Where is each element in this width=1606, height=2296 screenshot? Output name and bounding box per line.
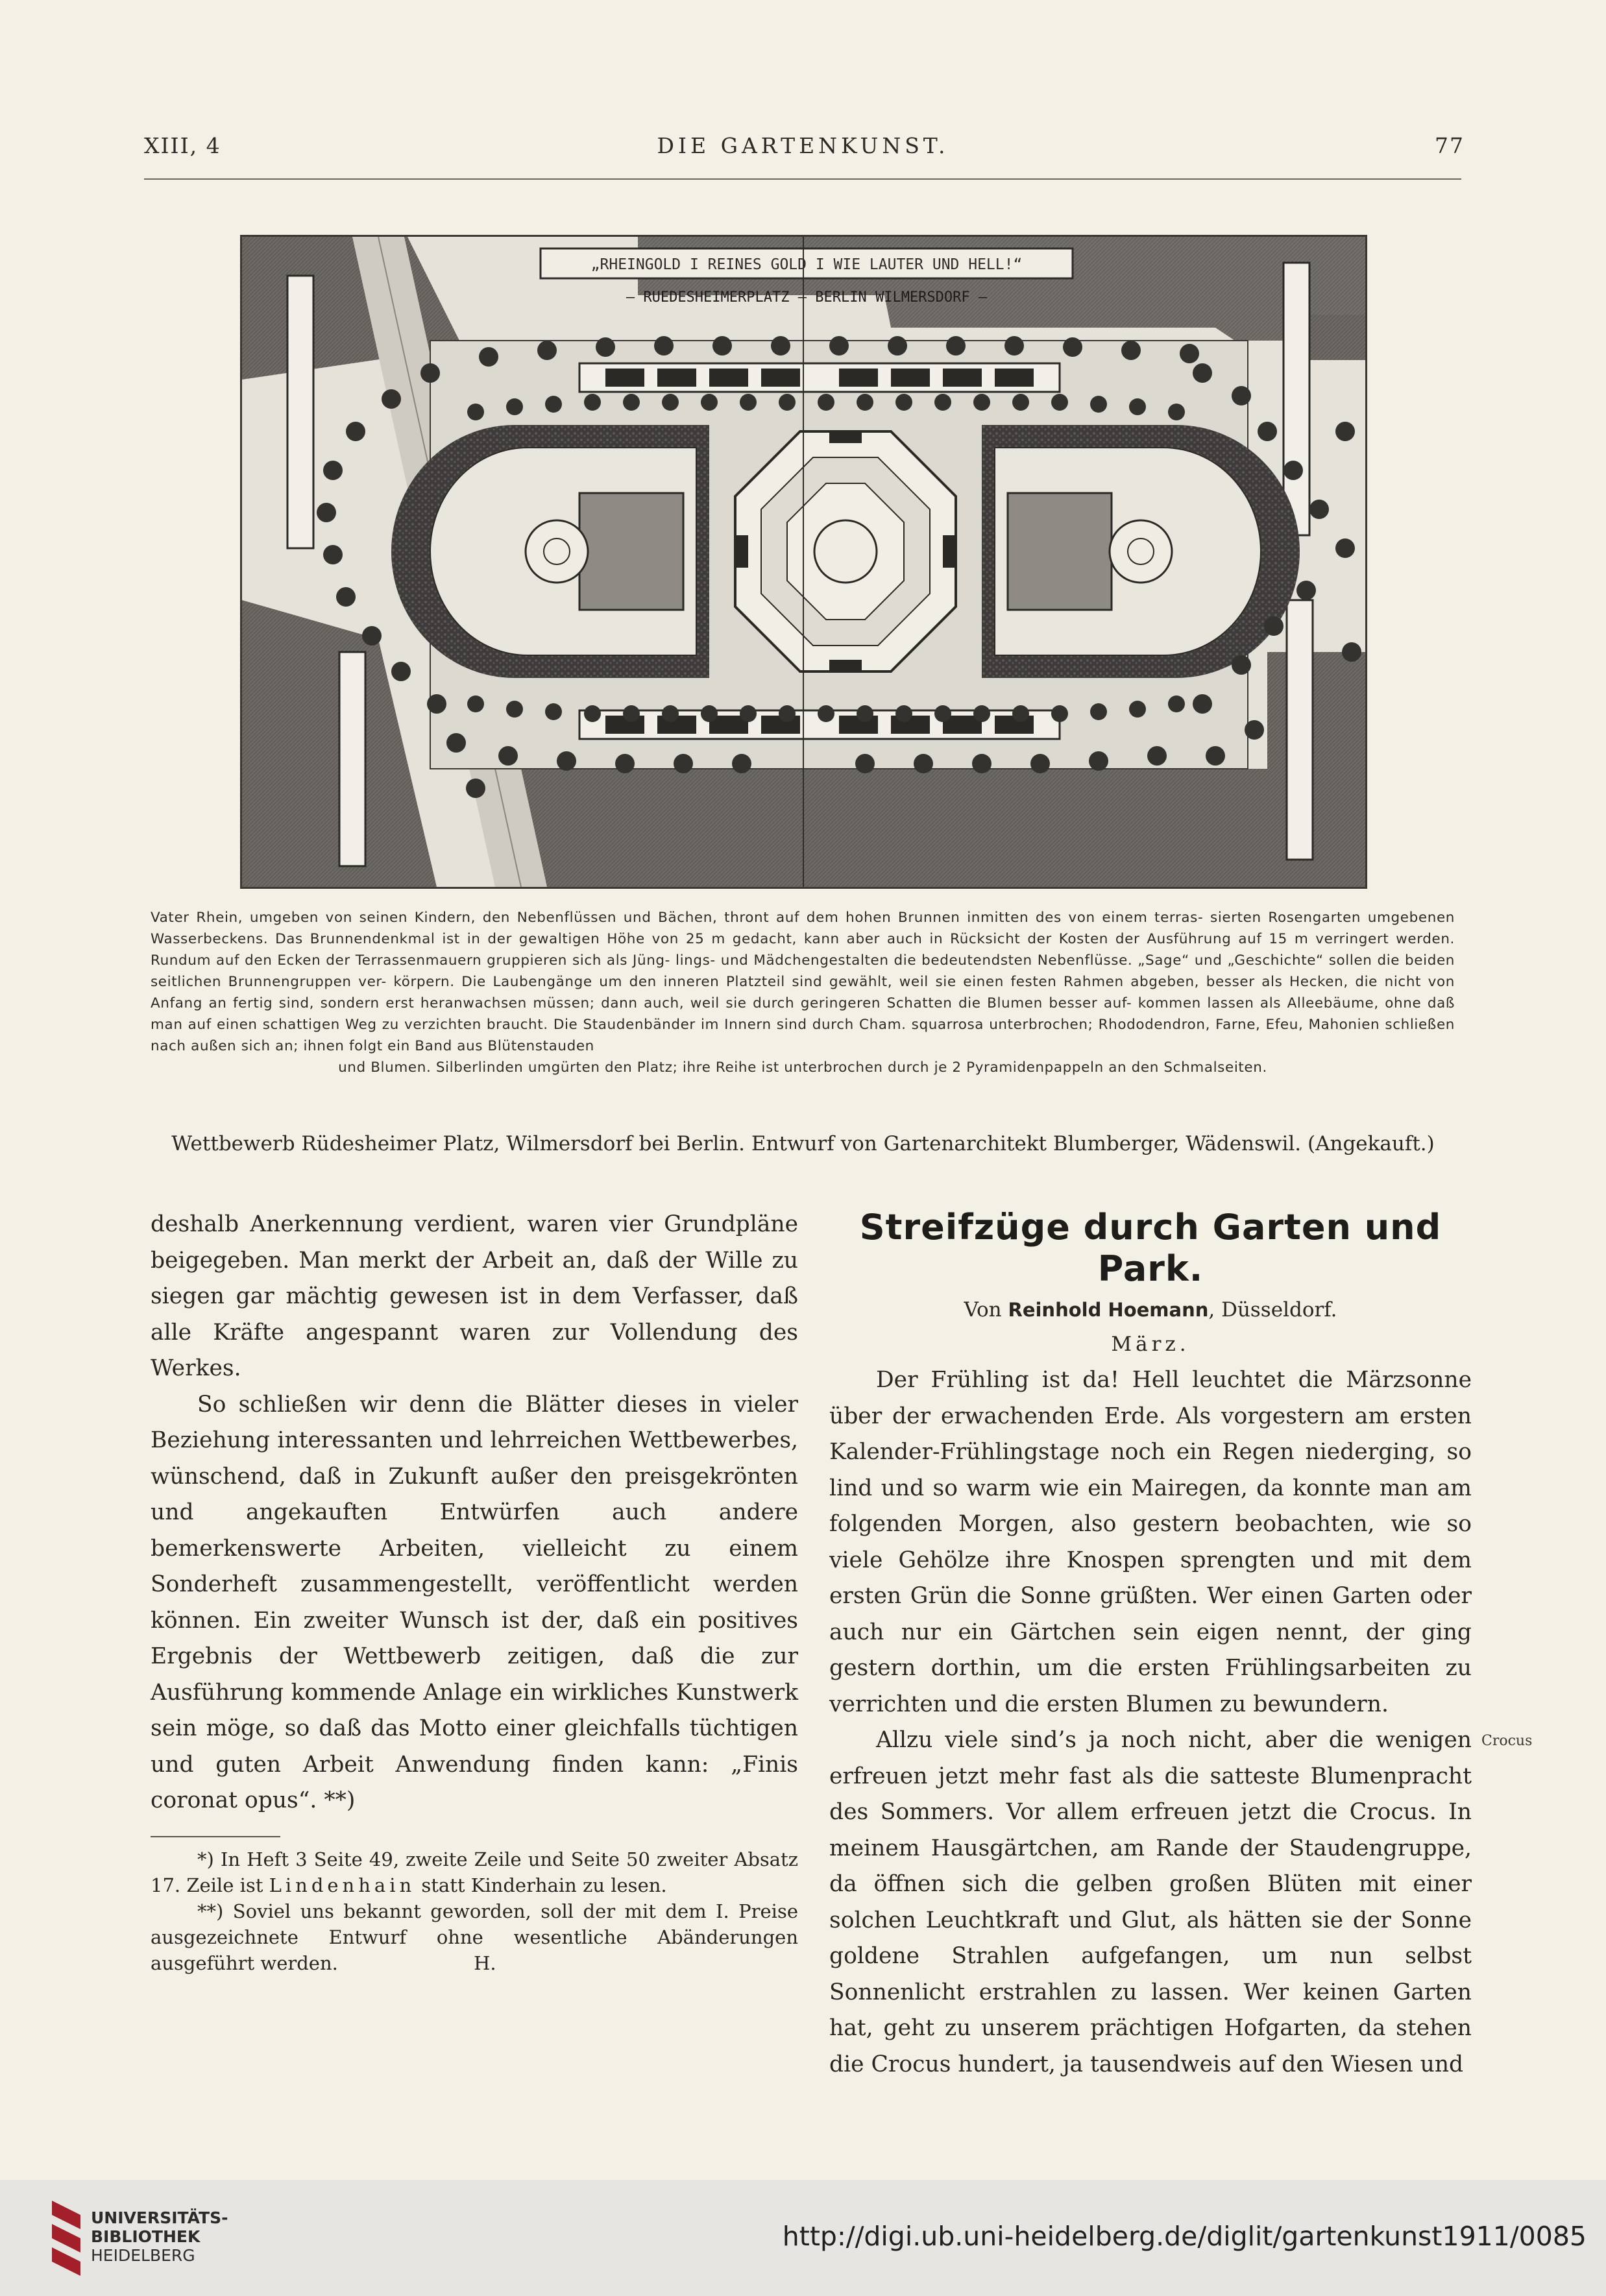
caption-line: lings- und Mädchengestalten die bedeutendsten Nebenflüsse. „Sage“ und „Geschichte“ sollen die beiden seitlichen Brunnengruppen ver-	[151, 952, 1455, 990]
figure-caption	[151, 907, 1455, 1078]
footnote-1-emphasis: Lindenhain	[269, 1874, 416, 1896]
right-paragraph-2: Allzu viele sind’s ja noch nicht, aber die wenigen erfreuen jetzt mehr fast als die satteste Blumenpracht des Sommers. Vor allem erfreuen jetzt die Crocus. In meinem Hausgärtchen, am Rande der Staudengruppe, da öffnen sich die gelben großen Blüten mit einer solchen Leuchtkraft und Glut, als hätten sie der Sonne goldene Strahlen aufgefangen, um nun selbst Sonnenlicht erstrahlen zu lassen. Wer keinen Garten hat, geht zu unserem prächtigen Hofgarten, da stehen die Crocus hundert, ja tausendweis auf den Wiesen und	[829, 1727, 1472, 2077]
block-bottom	[521, 769, 1267, 887]
byline-place: , Düsseldorf.	[1208, 1298, 1337, 1322]
margin-note: Crocus	[1481, 1733, 1533, 1749]
caption-last-line: und Blumen. Silberlinden umgürten den Platz; ihre Reihe ist unterbrochen durch je 2 Pyramidenpappeln an den Schmalseiten.	[338, 1059, 1267, 1076]
article-title: Streifzüge durch Garten und Park.	[859, 1207, 1442, 1289]
left-paragraph-1: deshalb Anerkennung verdient, waren vier Grundpläne beigegeben. Man merkt der Arbeit an, daß der Wille zu siegen gar mächtig gewesen ist in dem Verfasser, daß alle Kräfte angespannt waren zur Vollendung des Werkes.	[151, 1211, 798, 1381]
plan-sign-top: „RHEINGOLD I REINES GOLD I WIE LAUTER UND HELL!“	[590, 256, 1023, 273]
caption-line: Vater Rhein, umgeben von seinen Kindern, den Nebenflüssen und Bächen, thront auf dem hohen Brunnen inmitten des von einem terras-	[151, 910, 1204, 926]
left-paragraph-2: So schließen wir denn die Blätter dieses in vieler Beziehung interessanten und lehrreichen Wettbewerbes, wünschend, daß in Zukunft außer den preisgekrönten und angekauften Entwürfen auch andere bemerkenswerte Arbeiten, vielleicht zu einem Sonderheft zusammengestellt, veröffentlicht werden können. Ein zweiter Wunsch ist der, daß ein positives Ergebnis der Wettbewerb zeitigen, daß die zur Ausführung kommende Anlage ein wirkliches Kunstwerk sein möge, so daß das Motto einer gleichfalls tüchtigen und guten Arbeit Anwendung finden kann: „Finis coronat opus“. **)	[151, 1391, 798, 1813]
footnote-rule	[151, 1836, 280, 1837]
plan-sign-bottom: – RUEDESHEIMERPLATZ – BERLIN WILMERSDORF –	[626, 289, 988, 306]
library-logo-text	[91, 2208, 228, 2265]
garden-plan-drawing	[242, 237, 1365, 887]
running-head-volume: XIII, 4	[144, 133, 221, 158]
caption-line: Rücksicht der Kosten der Ausführung auf 15 m verringert werden. Rundum auf den Ecken der Terrassenmauern gruppieren sich als Jüng-	[151, 931, 1455, 969]
header-rule	[144, 178, 1461, 180]
author-name: Reinhold Hoemann	[1008, 1299, 1209, 1321]
left-column	[151, 1207, 798, 1976]
right-paragraph-1: Der Frühling ist da! Hell leuchtet die Märzsonne über der erwachenden Erde. Als vorgestern am ersten Kalender-Frühlingstage noch ein Regen niederging, so lind und so warm wie ein Mairegen, da konnte man am folgenden Morgen, also gestern beobachten, wie so viele Gehölze ihre Knospen sprengten und mit dem ersten Grün die Sonne grüßten. Wer einen Garten oder auch nur ein Gärtchen sein eigen nennt, der ging gestern dorthin, um die ersten Frühlingsarbeiten zu verrichten und die ersten Blumen zu bewundern.	[829, 1367, 1472, 1717]
byline-prefix: Von	[964, 1298, 1008, 1322]
library-footer	[0, 2180, 1606, 2296]
block-bottom-right	[1267, 652, 1365, 887]
running-head-title: DIE GARTENKUNST.	[657, 133, 949, 158]
section-month: März.	[1111, 1333, 1190, 1356]
garden-plan-illustration	[240, 235, 1367, 889]
footnote-1	[151, 1846, 798, 1898]
footnote-1-end: statt Kinderhain zu lesen.	[415, 1874, 667, 1896]
source-url-link[interactable]: http://digi.ub.uni-heidelberg.de/diglit/gartenkunst1911/0085	[782, 2221, 1587, 2252]
logo-line-1: UNIVERSITÄTS-	[91, 2208, 228, 2227]
article-byline	[829, 1294, 1472, 1326]
right-column	[829, 1207, 1472, 2083]
page-number: 77	[1435, 133, 1465, 158]
footnote-2-text: **) Soviel uns bekannt geworden, soll der mit dem I. Preise ausgezeichnete Entwurf ohne wesentliche Abänderungen ausgeführt werden.	[151, 1900, 798, 1974]
caption-line: körpern. Die Laubengänge um den inneren Platzteil sind gewählt, weil sie einen festen Rahmen abgeben, besser als Hecken, die nicht	[393, 974, 1422, 990]
footnote-2	[151, 1898, 798, 1976]
library-logo-icon	[52, 2201, 80, 2276]
footnote-2-signature: H.	[474, 1952, 496, 1974]
logo-line-3: HEIDELBERG	[91, 2246, 195, 2265]
footnotes	[151, 1846, 798, 1976]
figure-credit: Wettbewerb Rüdesheimer Platz, Wilmersdorf bei Berlin. Entwurf von Gartenarchitekt Blumberger, Wädenswil. (Angekauft.)	[171, 1132, 1435, 1155]
caption-line: sierten Rosengarten umgebenen Wasserbeckens. Das Brunnendenkmal ist in der gewaltigen Höhe von 25 m gedacht, kann aber auch in	[151, 910, 1455, 947]
caption-line: von Anfang an fertig sind, sondern erst heranwachsen müssen; dann auch, weil sie durch geringeren Schatten die Blumen besser auf-	[151, 974, 1455, 1011]
footnote-1-text: *) In Heft 3 Seite 49, zweite Zeile und Seite 50 zweiter Absatz 17. Zeile ist	[151, 1848, 798, 1896]
caption-line: kommen lassen als Alleebäume, ohne daß man auf einen schattigen Weg zu verzichten braucht. Die Staudenbänder im Innern sind durch	[151, 995, 1455, 1033]
central-fountain	[814, 520, 877, 583]
caption-line: Cham. squarrosa unterbrochen; Rhododendron, Farne, Efeu, Mahonien schließen nach außen sich an; ihnen folgt ein Band aus Blütenstauden	[151, 1017, 1455, 1054]
logo-line-2: BIBLIOTHEK	[91, 2227, 201, 2246]
